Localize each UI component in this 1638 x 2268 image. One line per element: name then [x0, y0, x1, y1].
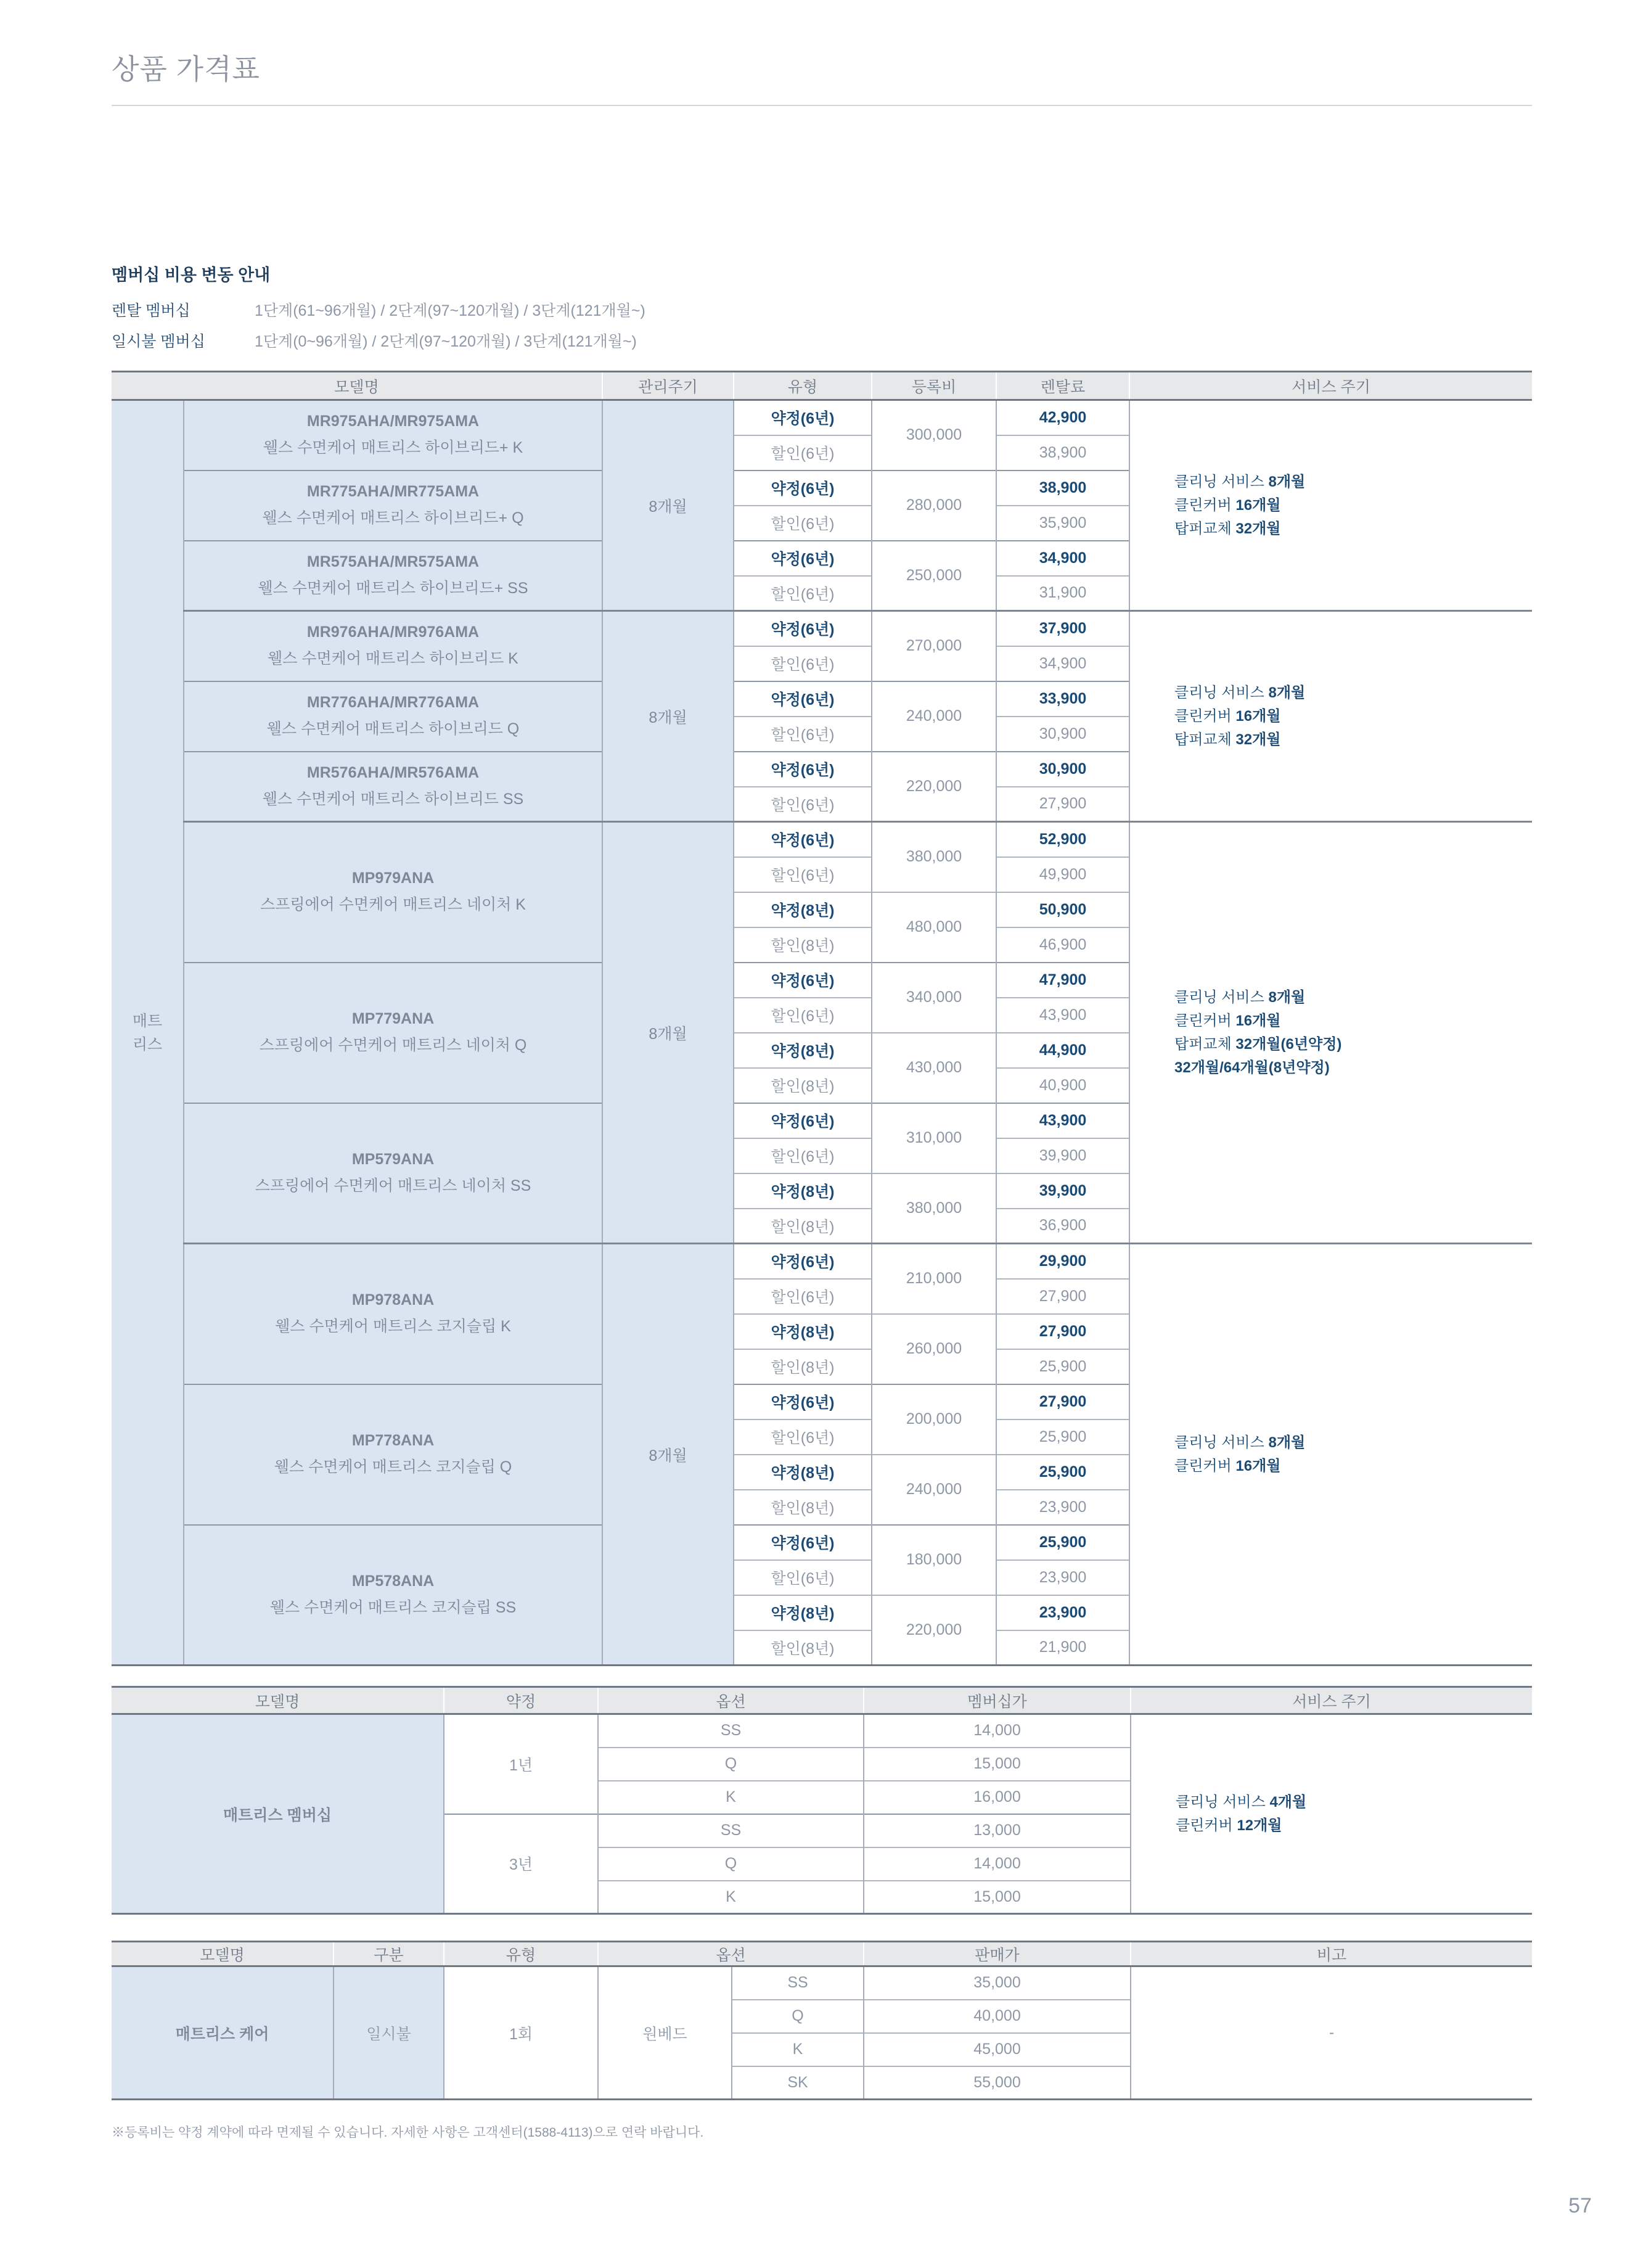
- rental-header-type: 유형: [734, 372, 872, 400]
- rental-fee-cell: 25,900: [996, 1525, 1129, 1560]
- rental-row: [112, 1244, 1532, 1279]
- contract-type-cell: 할인(6년): [734, 435, 872, 470]
- membership-header-model: 모델명: [112, 1687, 444, 1714]
- footnote: ※등록비는 약정 계약에 따라 면제될 수 있습니다. 자세한 사항은 고객센터(1588-4113)으로 연락 바랍니다.: [112, 2126, 704, 2140]
- rental-fee-cell: 38,900: [996, 470, 1129, 506]
- membership-service-cell: 클리닝 서비스 4개월 클린커버 12개월: [1131, 1714, 1532, 1914]
- membership-price-cell: 16,000: [864, 1781, 1131, 1814]
- rental-fee-cell: 52,900: [996, 822, 1129, 857]
- care-header-option: 옵션: [598, 1942, 864, 1966]
- service-cycle-cell: 클리닝 서비스 8개월 클린커버 16개월 탑퍼교체 32개월: [1129, 400, 1532, 611]
- membership-price-cell: 15,000: [864, 1881, 1131, 1914]
- membership-price-cell: 14,000: [864, 1714, 1131, 1748]
- registration-fee-cell: 380,000: [872, 1173, 996, 1244]
- care-table: [112, 1941, 1532, 2100]
- care-price-cell: 40,000: [864, 2000, 1131, 2033]
- contract-type-cell: 약정(6년): [734, 470, 872, 506]
- rental-fee-cell: 35,900: [996, 506, 1129, 541]
- membership-price-cell: 13,000: [864, 1814, 1131, 1847]
- registration-fee-cell: 430,000: [872, 1033, 996, 1103]
- rental-fee-cell: 39,900: [996, 1173, 1129, 1209]
- page-number: 57: [1568, 2194, 1592, 2217]
- contract-type-cell: 할인(8년): [734, 1209, 872, 1244]
- contract-type-cell: 약정(8년): [734, 892, 872, 927]
- contract-type-cell: 약정(6년): [734, 1384, 872, 1420]
- contract-type-cell: 할인(6년): [734, 1560, 872, 1595]
- management-cycle-cell: 8개월: [602, 1244, 734, 1666]
- rental-header-model: 모델명: [112, 372, 602, 400]
- membership-price-cell: 15,000: [864, 1748, 1131, 1781]
- rental-header-cycle: 관리주기: [602, 372, 734, 400]
- rental-fee-cell: 44,900: [996, 1033, 1129, 1068]
- rental-header-rentfee: 렌탈료: [996, 372, 1129, 400]
- rental-fee-cell: 36,900: [996, 1209, 1129, 1244]
- model-cell: MP579ANA 스프링에어 수면케어 매트리스 네이처 SS: [184, 1103, 602, 1244]
- care-price-cell: 45,000: [864, 2033, 1131, 2066]
- rental-fee-cell: 25,900: [996, 1420, 1129, 1455]
- rental-row: [112, 400, 1532, 435]
- rental-fee-cell: 47,900: [996, 963, 1129, 998]
- care-purchase-cell: 일시불: [334, 1966, 444, 2100]
- notice-desc-lumpsum: 1단계(0~96개월) / 2단계(97~120개월) / 3단계(121개월~): [255, 333, 637, 350]
- registration-fee-cell: 220,000: [872, 1595, 996, 1666]
- care-header-model: 모델명: [112, 1942, 334, 1966]
- contract-type-cell: 약정(6년): [734, 752, 872, 787]
- model-cell: MP578ANA 웰스 수면케어 매트리스 코지슬립 SS: [184, 1525, 602, 1666]
- care-type-cell: 1회: [444, 1966, 598, 2100]
- registration-fee-cell: 250,000: [872, 541, 996, 611]
- contract-type-cell: 할인(6년): [734, 717, 872, 752]
- contract-type-cell: 할인(6년): [734, 576, 872, 611]
- contract-type-cell: 약정(6년): [734, 1103, 872, 1138]
- membership-price-cell: 14,000: [864, 1847, 1131, 1881]
- title-divider: [112, 105, 1532, 106]
- care-size-cell: Q: [732, 2000, 864, 2033]
- care-price-cell: 55,000: [864, 2066, 1131, 2100]
- rental-fee-cell: 33,900: [996, 681, 1129, 717]
- rental-header-regfee: 등록비: [872, 372, 996, 400]
- service-cycle-cell: 클리닝 서비스 8개월 클린커버 16개월 탑퍼교체 32개월(6년약정) 32개월/64개월(8년약정): [1129, 822, 1532, 1244]
- contract-type-cell: 약정(6년): [734, 681, 872, 717]
- contract-type-cell: 약정(8년): [734, 1173, 872, 1209]
- membership-table: [112, 1686, 1532, 1915]
- care-model-cell: 매트리스 케어: [112, 1966, 334, 2100]
- care-header-purchase: 구분: [334, 1942, 444, 1966]
- registration-fee-cell: 180,000: [872, 1525, 996, 1595]
- registration-fee-cell: 200,000: [872, 1384, 996, 1455]
- notice-label-rental: 렌탈 멤버십: [112, 302, 190, 319]
- contract-type-cell: 약정(6년): [734, 611, 872, 646]
- model-cell: MR776AHA/MR776AMA 웰스 수면케어 매트리스 하이브리드 Q: [184, 681, 602, 752]
- care-size-cell: K: [732, 2033, 864, 2066]
- care-size-cell: SK: [732, 2066, 864, 2100]
- notice-row-lumpsum: [112, 325, 1532, 356]
- registration-fee-cell: 480,000: [872, 892, 996, 963]
- notice-heading: 멤버십 비용 변동 안내: [112, 266, 271, 284]
- rental-fee-cell: 31,900: [996, 576, 1129, 611]
- contract-type-cell: 약정(6년): [734, 822, 872, 857]
- rental-fee-cell: 46,900: [996, 927, 1129, 963]
- care-note-cell: -: [1131, 1966, 1532, 2100]
- care-header-type: 유형: [444, 1942, 598, 1966]
- page-title: 상품 가격표: [112, 53, 260, 85]
- rental-fee-cell: 43,900: [996, 998, 1129, 1033]
- rental-fee-cell: 25,900: [996, 1349, 1129, 1384]
- rental-fee-cell: 43,900: [996, 1103, 1129, 1138]
- care-option-cell: 원베드: [598, 1966, 732, 2100]
- contract-type-cell: 약정(8년): [734, 1033, 872, 1068]
- category-cell: 매트 리스: [112, 400, 184, 1666]
- registration-fee-cell: 240,000: [872, 681, 996, 752]
- membership-header-price: 멤버십가: [864, 1687, 1131, 1714]
- model-cell: MR976AHA/MR976AMA 웰스 수면케어 매트리스 하이브리드 K: [184, 611, 602, 681]
- registration-fee-cell: 280,000: [872, 470, 996, 541]
- registration-fee-cell: 380,000: [872, 822, 996, 892]
- contract-type-cell: 할인(6년): [734, 1420, 872, 1455]
- model-cell: MR575AHA/MR575AMA 웰스 수면케어 매트리스 하이브리드+ SS: [184, 541, 602, 611]
- rental-price-table: [112, 371, 1532, 1666]
- rental-fee-cell: 42,900: [996, 400, 1129, 435]
- membership-header-service: 서비스 주기: [1131, 1687, 1532, 1714]
- contract-type-cell: 약정(6년): [734, 963, 872, 998]
- model-cell: MP778ANA 웰스 수면케어 매트리스 코지슬립 Q: [184, 1384, 602, 1525]
- option-size-cell: Q: [598, 1847, 864, 1881]
- registration-fee-cell: 210,000: [872, 1244, 996, 1314]
- rental-fee-cell: 23,900: [996, 1595, 1129, 1630]
- option-size-cell: SS: [598, 1714, 864, 1748]
- model-cell: MP979ANA 스프링에어 수면케어 매트리스 네이처 K: [184, 822, 602, 963]
- rental-fee-cell: 27,900: [996, 787, 1129, 822]
- management-cycle-cell: 8개월: [602, 611, 734, 822]
- option-size-cell: Q: [598, 1748, 864, 1781]
- model-cell: MP779ANA 스프링에어 수면케어 매트리스 네이처 Q: [184, 963, 602, 1103]
- rental-row: [112, 611, 1532, 646]
- contract-type-cell: 할인(8년): [734, 1349, 872, 1384]
- membership-row: [112, 1714, 1532, 1748]
- management-cycle-cell: 8개월: [602, 822, 734, 1244]
- membership-notice: [112, 261, 1532, 356]
- membership-model-cell: 매트리스 멤버십: [112, 1714, 444, 1914]
- rental-header-service: 서비스 주기: [1129, 372, 1532, 400]
- rental-fee-cell: 23,900: [996, 1560, 1129, 1595]
- term-cell: 3년: [444, 1814, 598, 1914]
- management-cycle-cell: 8개월: [602, 400, 734, 611]
- rental-fee-cell: 40,900: [996, 1068, 1129, 1103]
- contract-type-cell: 약정(8년): [734, 1595, 872, 1630]
- care-size-cell: SS: [732, 1966, 864, 2000]
- membership-header-option: 옵션: [598, 1687, 864, 1714]
- contract-type-cell: 할인(6년): [734, 1138, 872, 1173]
- rental-fee-cell: 21,900: [996, 1630, 1129, 1666]
- model-cell: MR775AHA/MR775AMA 웰스 수면케어 매트리스 하이브리드+ Q: [184, 470, 602, 541]
- rental-table-body: [112, 400, 1532, 1666]
- contract-type-cell: 할인(8년): [734, 1630, 872, 1666]
- rental-fee-cell: 50,900: [996, 892, 1129, 927]
- registration-fee-cell: 310,000: [872, 1103, 996, 1173]
- rental-fee-cell: 30,900: [996, 752, 1129, 787]
- rental-row: [112, 822, 1532, 857]
- contract-type-cell: 할인(6년): [734, 998, 872, 1033]
- registration-fee-cell: 260,000: [872, 1314, 996, 1384]
- rental-fee-cell: 27,900: [996, 1279, 1129, 1314]
- option-size-cell: K: [598, 1781, 864, 1814]
- rental-fee-cell: 27,900: [996, 1384, 1129, 1420]
- registration-fee-cell: 220,000: [872, 752, 996, 822]
- care-price-cell: 35,000: [864, 1966, 1131, 2000]
- membership-header-term: 약정: [444, 1687, 598, 1714]
- contract-type-cell: 할인(6년): [734, 787, 872, 822]
- contract-type-cell: 약정(6년): [734, 1525, 872, 1560]
- term-cell: 1년: [444, 1714, 598, 1814]
- service-cycle-cell: 클리닝 서비스 8개월 클린커버 16개월 탑퍼교체 32개월: [1129, 611, 1532, 822]
- option-size-cell: SS: [598, 1814, 864, 1847]
- notice-desc-rental: 1단계(61~96개월) / 2단계(97~120개월) / 3단계(121개월~): [255, 302, 645, 319]
- registration-fee-cell: 240,000: [872, 1455, 996, 1525]
- model-cell: MP978ANA 웰스 수면케어 매트리스 코지슬립 K: [184, 1244, 602, 1384]
- option-size-cell: K: [598, 1881, 864, 1914]
- service-cycle-cell: 클리닝 서비스 8개월 클린커버 16개월: [1129, 1244, 1532, 1666]
- contract-type-cell: 할인(6년): [734, 1279, 872, 1314]
- rental-fee-cell: 49,900: [996, 857, 1129, 892]
- model-cell: MR576AHA/MR576AMA 웰스 수면케어 매트리스 하이브리드 SS: [184, 752, 602, 822]
- contract-type-cell: 약정(6년): [734, 541, 872, 576]
- rental-fee-cell: 25,900: [996, 1455, 1129, 1490]
- rental-fee-cell: 27,900: [996, 1314, 1129, 1349]
- contract-type-cell: 할인(8년): [734, 1490, 872, 1525]
- notice-label-lumpsum: 일시불 멤버십: [112, 333, 205, 350]
- rental-fee-cell: 37,900: [996, 611, 1129, 646]
- notice-row-rental: [112, 294, 1532, 325]
- contract-type-cell: 약정(8년): [734, 1455, 872, 1490]
- contract-type-cell: 할인(6년): [734, 857, 872, 892]
- membership-table-body: [112, 1714, 1532, 1914]
- contract-type-cell: 약정(6년): [734, 1244, 872, 1279]
- contract-type-cell: 약정(8년): [734, 1314, 872, 1349]
- care-header-note: 비고: [1131, 1942, 1532, 1966]
- rental-fee-cell: 34,900: [996, 541, 1129, 576]
- model-cell: MR975AHA/MR975AMA 웰스 수면케어 매트리스 하이브리드+ K: [184, 400, 602, 470]
- rental-fee-cell: 30,900: [996, 717, 1129, 752]
- contract-type-cell: 할인(8년): [734, 1068, 872, 1103]
- registration-fee-cell: 270,000: [872, 611, 996, 681]
- rental-fee-cell: 23,900: [996, 1490, 1129, 1525]
- care-table-body: [112, 1966, 1532, 2100]
- registration-fee-cell: 340,000: [872, 963, 996, 1033]
- care-row: [112, 1966, 1532, 2000]
- rental-fee-cell: 39,900: [996, 1138, 1129, 1173]
- contract-type-cell: 할인(8년): [734, 927, 872, 963]
- care-header-price: 판매가: [864, 1942, 1131, 1966]
- page: [0, 47, 1638, 2217]
- registration-fee-cell: 300,000: [872, 400, 996, 470]
- rental-fee-cell: 38,900: [996, 435, 1129, 470]
- contract-type-cell: 할인(6년): [734, 506, 872, 541]
- rental-fee-cell: 29,900: [996, 1244, 1129, 1279]
- contract-type-cell: 할인(6년): [734, 646, 872, 681]
- contract-type-cell: 약정(6년): [734, 400, 872, 435]
- rental-fee-cell: 34,900: [996, 646, 1129, 681]
